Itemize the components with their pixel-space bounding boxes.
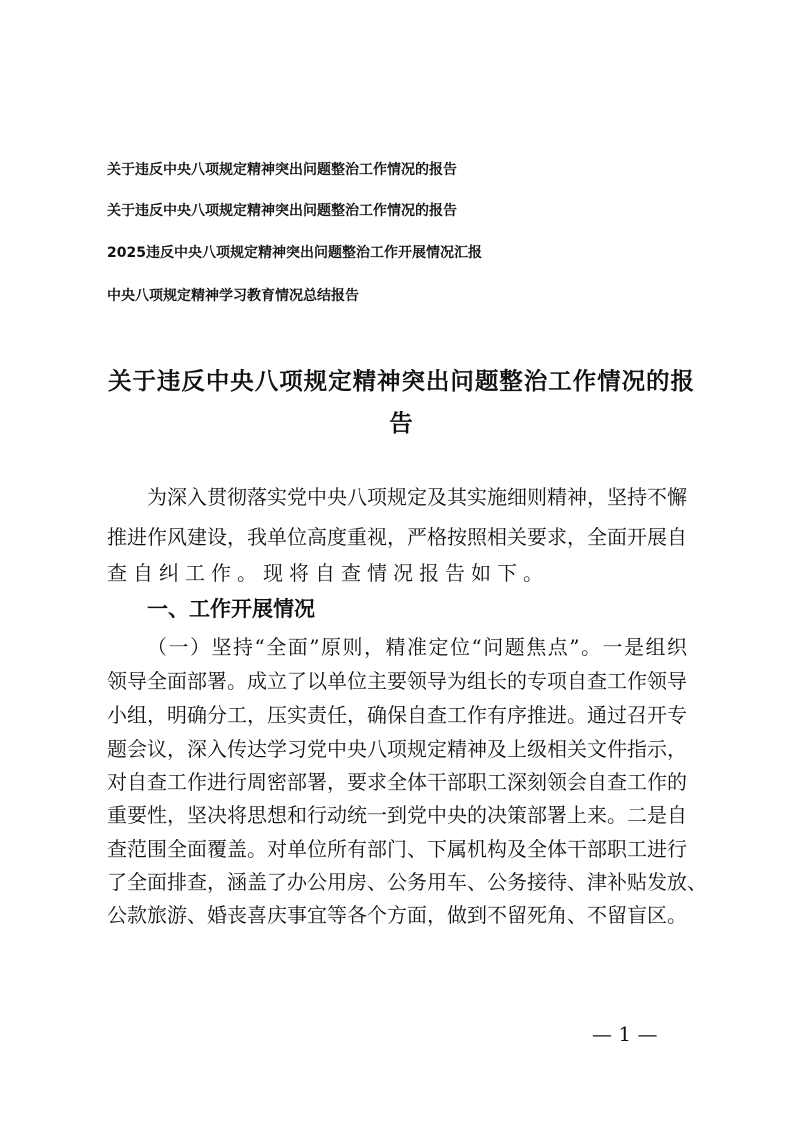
body-paragraph-line: 公款旅游、婚丧喜庆事宜等各个方面，做到不留死角、不留盲区。 bbox=[107, 903, 687, 927]
body-paragraph-line: 查范围全面覆盖。对单位所有部门、下属机构及全体干部职工进行 bbox=[107, 837, 687, 861]
intro-paragraph-line: 查自纠工作。现将自查情况报告如下。 bbox=[107, 561, 549, 585]
related-report-link[interactable]: 2025违反中央八项规定精神突出问题整治工作开展情况汇报 bbox=[107, 245, 482, 261]
body-paragraph-line: 了全面排查，涵盖了办公用房、公务用车、公务接待、津补贴发放、 bbox=[107, 870, 707, 894]
section-heading: 一、工作开展情况 bbox=[147, 597, 315, 621]
intro-paragraph-line: 为深入贯彻落实党中央八项规定及其实施细则精神，坚持不懈 bbox=[147, 485, 687, 509]
body-paragraph-line: 小组，明确分工，压实责任，确保自查工作有序推进。通过召开专 bbox=[107, 703, 687, 727]
related-report-link[interactable]: 关于违反中央八项规定精神突出问题整治工作情况的报告 bbox=[107, 162, 457, 178]
body-paragraph-line: 重要性，坚决将思想和行动统一到党中央的决策部署上来。二是自 bbox=[107, 803, 687, 827]
document-title-continued: 告 bbox=[389, 409, 413, 437]
related-report-link[interactable]: 中央八项规定精神学习教育情况总结报告 bbox=[107, 288, 359, 304]
intro-paragraph-line: 推进作风建设，我单位高度重视，严格按照相关要求，全面开展自 bbox=[107, 525, 687, 549]
body-paragraph-line: 题会议，深入传达学习党中央八项规定精神及上级相关文件指示， bbox=[107, 737, 687, 761]
related-report-link[interactable]: 关于违反中央八项规定精神突出问题整治工作情况的报告 bbox=[107, 203, 457, 219]
body-paragraph-line: 领导全面部署。成立了以单位主要领导为组长的专项自查工作领导 bbox=[107, 669, 687, 693]
body-paragraph-line: 对自查工作进行周密部署，要求全体干部职工深刻领会自查工作的 bbox=[107, 770, 687, 794]
body-paragraph-line: （一）坚持“全面”原则，精准定位“问题焦点”。一是组织 bbox=[147, 635, 687, 659]
page-number: — 1 — bbox=[592, 1022, 658, 1046]
document-title: 关于违反中央八项规定精神突出问题整治工作情况的报 bbox=[108, 367, 694, 395]
